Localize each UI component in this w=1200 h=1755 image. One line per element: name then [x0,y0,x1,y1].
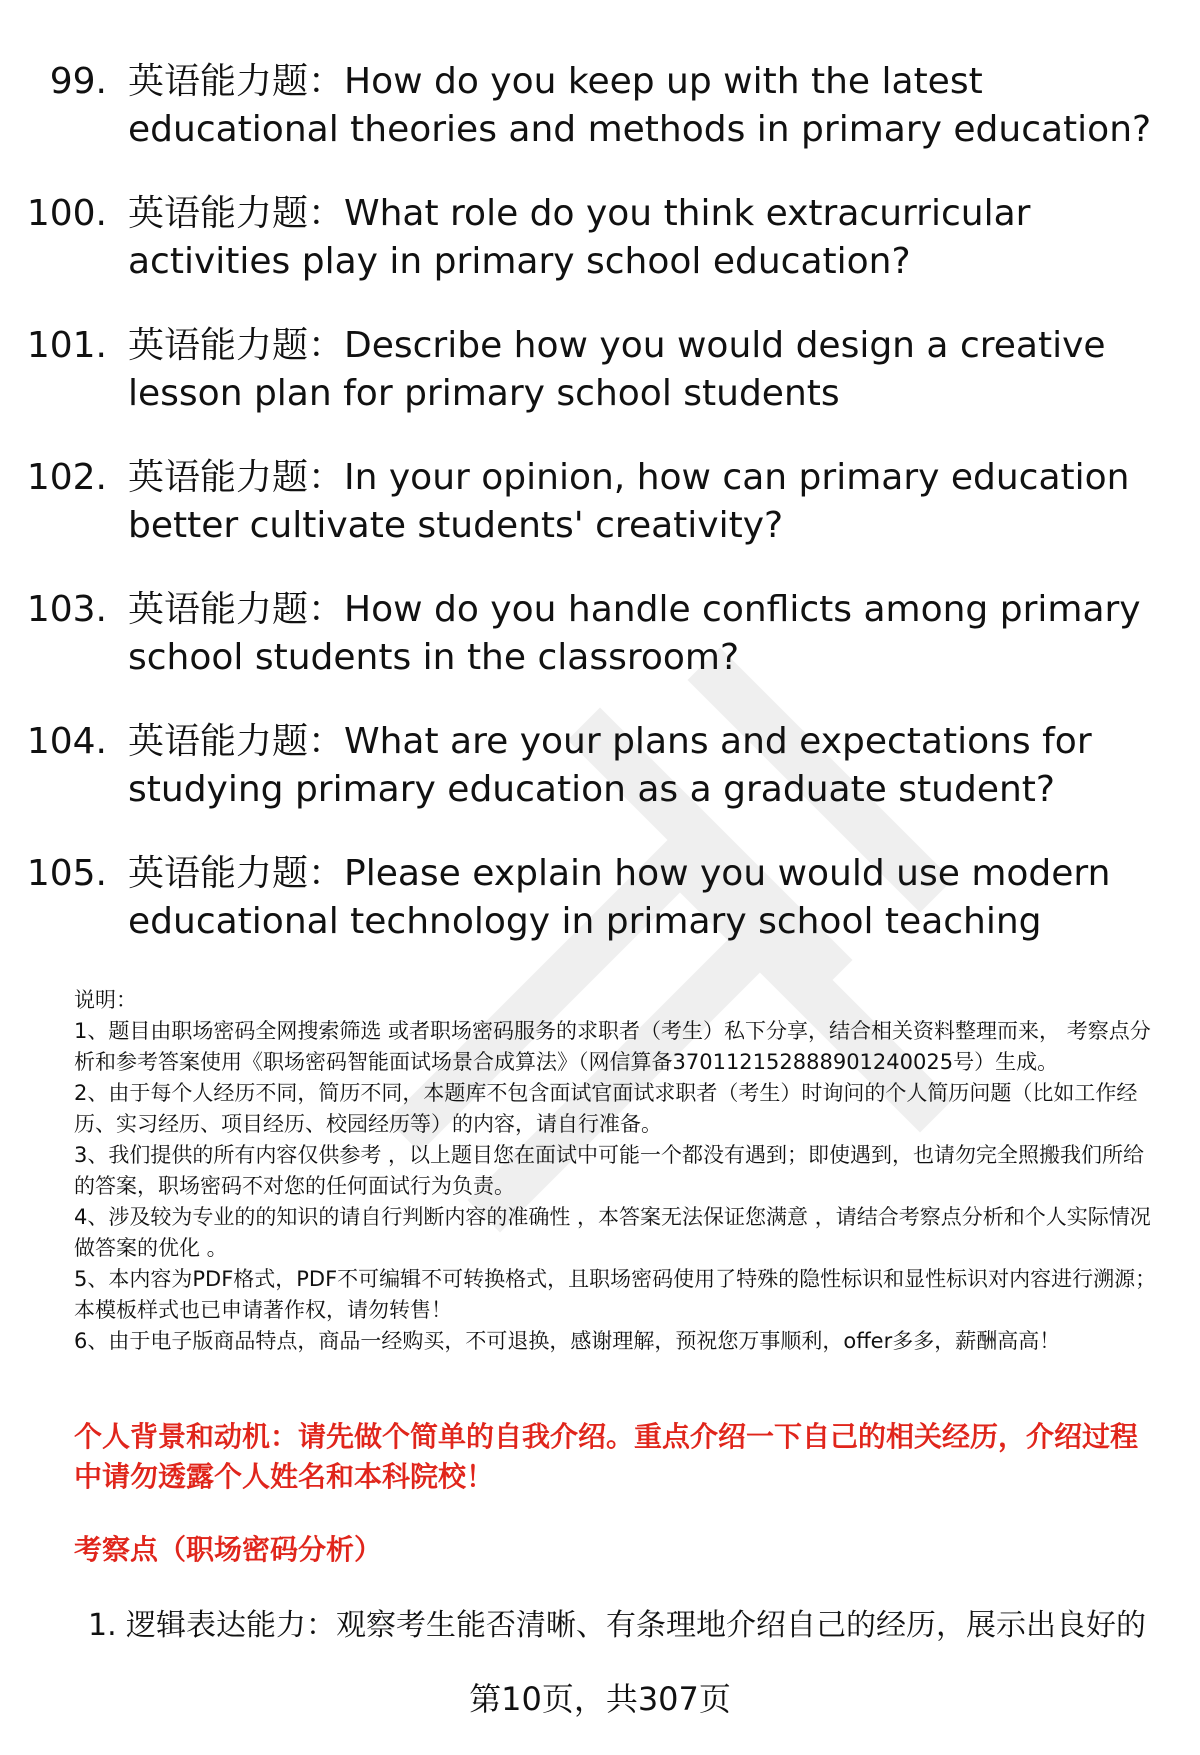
question-number: 100. [26,193,107,234]
question-text: 英语能力题：What role do you think extracurricular activities play in primary school education? [128,193,1031,282]
question-text: 英语能力题：Describe how you would design a creative lesson plan for primary school students [128,325,1106,414]
point-number: 1. [88,1608,117,1643]
question-number: 99. [49,61,107,102]
note-item: 5、本内容为PDF格式，PDF不可编辑不可转换格式，且职场密码使用了特殊的隐性标识和显性标识对内容进行溯源；本模板样式也已申请著作权，请勿转售！ [74,1267,1157,1322]
analysis-point [88,1605,1168,1647]
question-item [0,190,1200,322]
note-item: 3、我们提供的所有内容仅供参考 ，以上题目您在面试中可能一个都没有遇到；即使遇到，也请勿完全照搬我们所给的答案，职场密码不对您的任何面试行为负责。 [74,1143,1145,1198]
question-number: 102. [26,457,107,498]
question-text: 英语能力题：Please explain how you would use modern educational technology in primary school teaching [128,853,1111,942]
question-item [0,586,1200,718]
notes-block [74,985,1164,1357]
question-text: 英语能力题：How do you keep up with the latest educational theories and methods in primary education? [128,61,1152,150]
question-item [0,850,1200,982]
question-item [0,718,1200,850]
note-item: 6、由于电子版商品特点，商品一经购买，不可退换，感谢理解，预祝您万事顺利，offer多多，薪酬高高！ [74,1329,1061,1353]
question-number: 105. [26,853,107,894]
question-item [0,58,1200,190]
point-text: 逻辑表达能力：观察考生能否清晰、有条理地介绍自己的经历，展示出良好的 [126,1608,1146,1643]
question-text: 英语能力题：In your opinion, how can primary education better cultivate students' creativity? [128,457,1130,546]
question-item [0,454,1200,586]
question-number: 103. [26,589,107,630]
question-number: 101. [26,325,107,366]
question-text: 英语能力题：What are your plans and expectations for studying primary education as a graduate student? [128,721,1092,810]
question-item [0,322,1200,454]
page-footer: 第10页，共307页 [469,1680,731,1718]
notes-title: 说明： [74,988,137,1012]
question-number: 104. [26,721,107,762]
note-item: 2、由于每个人经历不同，简历不同，本题库不包含面试官面试求职者（考生）时询问的个人简历问题（比如工作经历、实习经历、项目经历、校园经历等）的内容，请自行准备。 [74,1081,1138,1136]
section-heading: 个人背景和动机：请先做个简单的自我介绍。重点介绍一下自己的相关经历，介绍过程中请勿透露个人姓名和本科院校！ [74,1420,1139,1493]
section-subheading: 考察点（职场密码分析） [74,1533,383,1566]
note-item: 4、涉及较为专业的的知识的请自行判断内容的准确性 ，本答案无法保证您满意 ，请结合考察点分析和个人实际情况做答案的优化 。 [74,1205,1151,1260]
question-list [0,58,1200,982]
question-text: 英语能力题：How do you handle conflicts among primary school students in the classroom? [128,589,1141,678]
note-item: 1、题目由职场密码全网搜索筛选 或者职场密码服务的求职者（考生）私下分享，结合相关资料整理而来， 考察点分析和参考答案使用《职场密码智能面试场景合成算法》（网信算备370112152888901240025号）生成。 [74,1019,1151,1074]
